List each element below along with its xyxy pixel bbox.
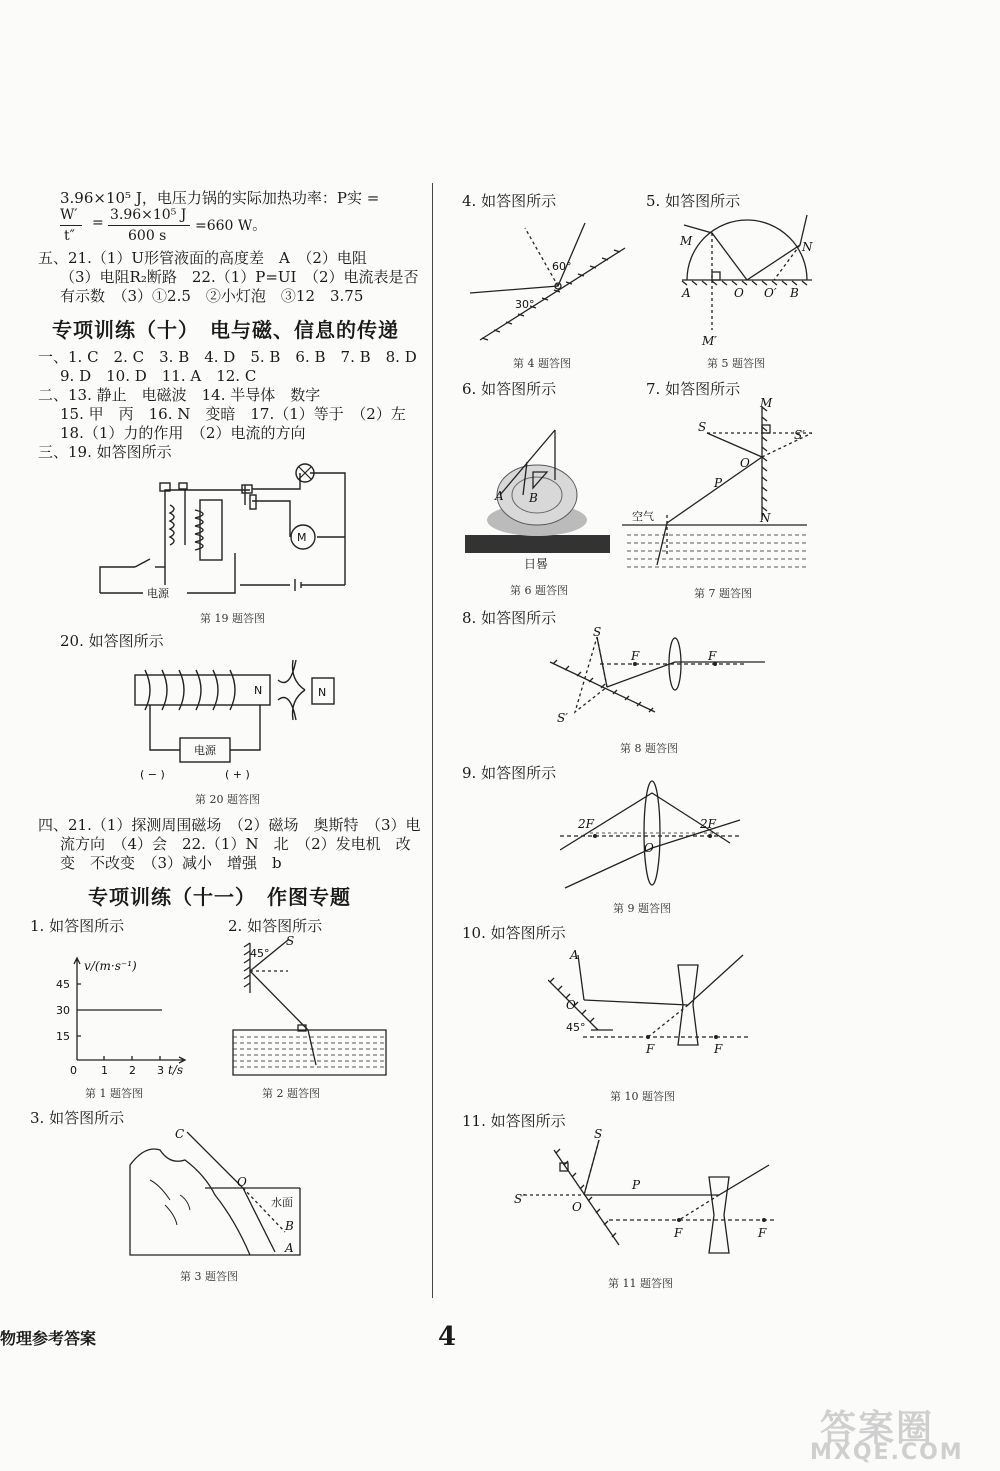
axis-label: v/(m·s⁻¹) [84, 959, 137, 973]
point-label: O [734, 286, 744, 300]
text-line: 3.96×10⁵ J，电压力锅的实际加热功率：P实 = [60, 189, 380, 207]
figure-7 [622, 395, 812, 580]
point-label: C [175, 1127, 185, 1141]
figure-20 [130, 650, 350, 785]
figure-4 [460, 208, 630, 348]
text-line: 有示数 （3）①2.5 ②小灯泡 ③12 3.75 [60, 287, 364, 305]
water-label: 水面 [271, 1196, 293, 1209]
point-label: P [714, 476, 723, 490]
figure-6 [465, 410, 615, 560]
text-line: 变 不改变 （3）减小 增强 b [60, 854, 282, 872]
point-label: O [566, 998, 576, 1012]
tick-label: 2 [129, 1064, 136, 1077]
question-heading: 11. 如答图所示 [462, 1112, 566, 1130]
figure-10 [548, 945, 758, 1060]
figure-caption: 第 19 题答图 [200, 612, 265, 625]
text-line: 五、21.（1）U形管液面的高度差 A （2）电阻 [38, 249, 367, 267]
text-line: 四、21.（1）探测周围磁场 （2）磁场 奥斯特 （3）电 [38, 816, 421, 834]
question-heading: 8. 如答图所示 [462, 609, 557, 627]
point-label: 2F [578, 817, 594, 831]
figure-caption: 第 10 题答图 [610, 1090, 675, 1103]
tick-label: 15 [56, 1030, 70, 1043]
fraction-den: t″ [64, 228, 75, 244]
question-heading: 1. 如答图所示 [30, 917, 125, 935]
text-line: 一、1. C 2. C 3. B 4. D 5. B 6. B 7. B 8. D [38, 348, 417, 366]
result: =660 W。 [195, 218, 267, 234]
question-heading: 5. 如答图所示 [646, 192, 741, 210]
question-heading: 6. 如答图所示 [462, 380, 557, 398]
tick-label: 30 [56, 1004, 70, 1017]
figure-3 [125, 1120, 315, 1265]
figure-2 [228, 935, 393, 1085]
figure-caption: 第 9 题答图 [613, 902, 671, 915]
figure-9 [560, 778, 745, 893]
figure-caption: 第 20 题答图 [195, 793, 260, 806]
figure-19 [95, 455, 385, 605]
question-heading: 3. 如答图所示 [30, 1109, 125, 1127]
point-label: O [572, 1200, 582, 1214]
section-title: 专项训练（十一） 作图专题 [88, 885, 351, 909]
angle-label: 30° [515, 298, 535, 311]
point-label: S [594, 1127, 603, 1141]
figure-caption: 第 11 题答图 [608, 1277, 673, 1290]
point-label: S′ [557, 711, 568, 725]
point-label: B [790, 286, 799, 300]
point-label: N [802, 240, 813, 254]
point-label: O [237, 1175, 247, 1189]
text-line: 18.（1）力的作用 （2）电流的方向 [60, 424, 306, 442]
power-label: 电源 [147, 587, 169, 600]
text-line: 二、13. 静止 电磁波 14. 半导体 数字 [38, 386, 321, 404]
column-divider [432, 183, 433, 1298]
point-label: S′ [794, 428, 805, 442]
point-label: N [760, 511, 771, 525]
text-line: 9. D 10. D 11. A 12. C [60, 367, 257, 385]
tick-label: 0 [70, 1064, 77, 1077]
angle-label: 60° [552, 260, 572, 273]
tick-label: 1 [101, 1064, 108, 1077]
figure-11 [514, 1125, 779, 1255]
figure-caption: 第 2 题答图 [262, 1087, 320, 1100]
text-line: 流方向 （4）会 22.（1）N 北 （2）发电机 改 [60, 835, 411, 853]
motor-label: M [297, 531, 307, 544]
point-label: O [644, 841, 654, 855]
question-heading: 2. 如答图所示 [228, 917, 323, 935]
point-label: F [674, 1226, 683, 1240]
point-label: A [682, 286, 691, 300]
point-label: F [646, 1042, 655, 1056]
text-line: 三、19. 如答图所示 [38, 443, 172, 461]
question-heading: 20. 如答图所示 [60, 632, 164, 650]
air-label: 空气 [632, 510, 654, 523]
sundial-label: 日晷 [524, 557, 549, 571]
question-heading: 10. 如答图所示 [462, 924, 566, 942]
question-heading: 4. 如答图所示 [462, 192, 557, 210]
point-label: F [631, 649, 640, 663]
point-label: B [529, 491, 538, 505]
point-label: S [286, 935, 295, 948]
pole-label: N [254, 684, 263, 697]
angle-label: 45° [566, 1021, 586, 1034]
point-label: O′ [764, 286, 777, 300]
polarity-label: ( + ) [225, 768, 250, 781]
point-label: F [714, 1042, 723, 1056]
point-label: O [740, 456, 750, 470]
tick-label: 45 [56, 978, 70, 991]
figure-1 [50, 950, 200, 1080]
figure-caption: 第 1 题答图 [85, 1087, 143, 1100]
point-label: S [593, 625, 602, 639]
text-line: （3）电阻R₂断路 22.（1）P=UI （2）电流表是否 [60, 268, 419, 286]
point-label: A [570, 948, 579, 962]
watermark-logo: 答案圈 [820, 1407, 935, 1449]
point-label: B [285, 1219, 294, 1233]
point-label: A [495, 489, 504, 503]
figure-caption: 第 5 题答图 [707, 357, 765, 370]
figure-caption: 第 7 题答图 [694, 587, 752, 600]
figure-8 [545, 622, 770, 727]
point-label: M′ [702, 334, 718, 348]
point-label: F [758, 1226, 767, 1240]
fraction-num: 3.96×10⁵ J [110, 207, 187, 223]
figure-5 [672, 205, 817, 350]
figure-caption: 第 4 题答图 [513, 357, 571, 370]
figure-caption: 第 3 题答图 [180, 1270, 238, 1283]
fraction-bar [60, 225, 82, 226]
power-label: 电源 [194, 744, 216, 757]
text-line: 15. 甲 丙 16. N 变暗 17.（1）等于 （2）左 [60, 405, 406, 423]
figure-caption: 第 6 题答图 [510, 584, 568, 597]
page-number: 4 [438, 1322, 457, 1352]
point-label: P [632, 1178, 641, 1192]
question-heading: 9. 如答图所示 [462, 764, 557, 782]
section-title: 专项训练（十） 电与磁、信息的传递 [52, 318, 399, 342]
question-heading: 7. 如答图所示 [646, 380, 741, 398]
footer-title: 物理参考答案 [0, 1329, 97, 1348]
polarity-label: ( − ) [140, 768, 165, 781]
point-label: M [680, 234, 693, 248]
axis-label: t/s [168, 1063, 184, 1077]
figure-caption: 第 8 题答图 [620, 742, 678, 755]
point-label: F [708, 649, 717, 663]
pole-label: N [318, 686, 327, 699]
point-label: 2F [700, 817, 716, 831]
fraction-den: 600 s [128, 228, 167, 244]
point-label: A [285, 1241, 294, 1255]
fraction-num: W′ [60, 207, 78, 223]
angle-label: 45° [250, 947, 270, 960]
point-label: M [760, 396, 773, 410]
equals: = [92, 215, 104, 231]
fraction-bar [108, 225, 190, 226]
point-label: S′ [514, 1192, 525, 1206]
watermark-url: MXQE.COM [810, 1440, 964, 1465]
tick-label: 3 [157, 1064, 164, 1077]
point-label: S [698, 420, 707, 434]
